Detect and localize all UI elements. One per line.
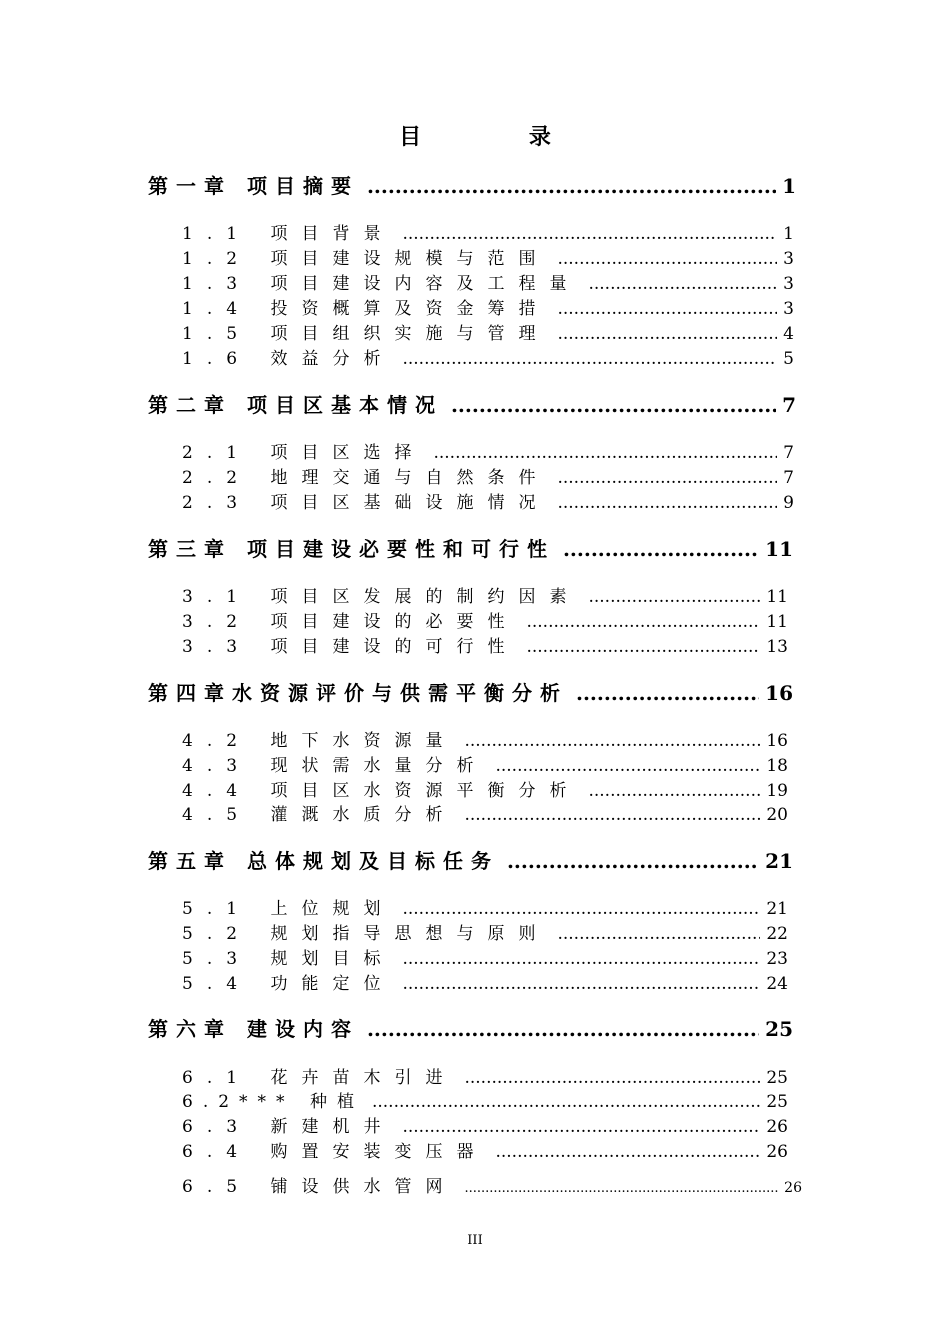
- toc-entry-page: 3: [783, 249, 794, 269]
- toc-chapter-entry[interactable]: [148, 677, 793, 703]
- toc-entry-page: 3: [783, 274, 794, 294]
- dot-leader: [402, 949, 760, 969]
- toc-entry-page: 7: [782, 393, 796, 417]
- toc-section-entry[interactable]: [182, 969, 788, 995]
- toc-chapter-entry[interactable]: [148, 533, 793, 559]
- toc-title: 目 录: [399, 124, 601, 150]
- toc-section-entry[interactable]: [182, 607, 788, 633]
- toc-entry-page: 24: [766, 974, 788, 994]
- dot-leader: [507, 849, 759, 873]
- dot-leader: [433, 443, 777, 463]
- toc-entry-label: 6.2*** 种植: [182, 1092, 364, 1112]
- toc-entry-label: 4.5 灌溉水质分析: [182, 805, 457, 825]
- toc-entry-label: 5.3 规划目标: [182, 949, 395, 969]
- dot-leader: [372, 1092, 760, 1112]
- dot-leader: [557, 468, 777, 488]
- toc-entry-label: 6.3 新建机井: [182, 1117, 395, 1137]
- toc-entry-page: 16: [766, 731, 788, 751]
- toc-entry-page: 3: [783, 299, 794, 319]
- toc-entry-label: 3.1 项目区发展的制约因素: [182, 587, 581, 607]
- toc-chapter-entry[interactable]: [148, 389, 796, 415]
- toc-entry-page: 21: [765, 849, 793, 873]
- toc-entry-page: 13: [766, 637, 788, 657]
- toc-section-entry[interactable]: [182, 919, 788, 945]
- toc-section-entry[interactable]: [182, 1112, 788, 1138]
- toc-entry-label: 第四章水资源评价与供需平衡分析: [148, 681, 568, 705]
- toc-section-entry[interactable]: [182, 244, 794, 270]
- toc-section-entry[interactable]: [182, 1087, 788, 1113]
- toc-entry-label: 6.1 花卉苗木引进: [182, 1068, 457, 1088]
- toc-chapter-entry[interactable]: [148, 845, 793, 871]
- toc-entry-label: 第六章 建设内容: [148, 1017, 359, 1041]
- toc-section-entry[interactable]: [182, 1137, 788, 1163]
- toc-entry-label: 2.1 项目区选择: [182, 443, 426, 463]
- toc-section-entry[interactable]: [182, 1063, 788, 1089]
- toc-entry-label: 2.3 项目区基础设施情况: [182, 493, 550, 513]
- toc-entry-label: 第二章 项目区基本情况: [148, 393, 443, 417]
- dot-leader: [367, 1017, 759, 1041]
- dot-leader: [526, 637, 760, 657]
- toc-entry-page: 4: [783, 324, 794, 344]
- dot-leader: [402, 974, 760, 994]
- dot-leader: [557, 924, 760, 944]
- dot-leader: [464, 805, 760, 825]
- toc-entry-page: 21: [766, 899, 788, 919]
- dot-leader: [588, 781, 760, 801]
- toc-entry-page: 5: [783, 349, 794, 369]
- toc-entry-page: 25: [766, 1068, 788, 1088]
- dot-leader: [495, 1142, 760, 1162]
- toc-entry-page: 7: [783, 443, 794, 463]
- toc-section-entry[interactable]: [182, 751, 788, 777]
- toc-entry-label: 第三章 项目建设必要性和可行性: [148, 537, 555, 561]
- toc-entry-page: 7: [783, 468, 794, 488]
- dot-leader: [495, 756, 760, 776]
- toc-entry-label: 4.3 现状需水量分析: [182, 756, 488, 776]
- toc-entry-page: 26: [766, 1117, 788, 1137]
- toc-entry-page: 1: [782, 174, 796, 198]
- toc-entry-page: 26: [766, 1142, 788, 1162]
- toc-chapter-entry[interactable]: [148, 1013, 793, 1039]
- toc-entry-label: 5.2 规划指导思想与原则: [182, 924, 550, 944]
- toc-entry-label: 1.6 效益分析: [182, 349, 395, 369]
- toc-entry-label: 1.5 项目组织实施与管理: [182, 324, 550, 344]
- dot-leader: [451, 393, 776, 417]
- toc-section-entry[interactable]: [182, 894, 788, 920]
- toc-entry-label: 2.2 地理交通与自然条件: [182, 468, 550, 488]
- dot-leader: [402, 899, 760, 919]
- dot-leader: [576, 681, 759, 705]
- toc-section-entry[interactable]: [182, 294, 794, 320]
- toc-entry-page: 26: [784, 1180, 802, 1196]
- toc-section-entry[interactable]: [182, 269, 794, 295]
- toc-section-entry[interactable]: [182, 726, 788, 752]
- toc-section-entry[interactable]: [182, 219, 794, 245]
- toc-entry-label: 6.4 购置安装变压器: [182, 1142, 488, 1162]
- toc-entry-page: 11: [766, 612, 788, 632]
- toc-entry-page: 25: [766, 1092, 788, 1112]
- dot-leader: [464, 1181, 778, 1196]
- toc-section-entry[interactable]: [182, 344, 794, 370]
- toc-section-entry[interactable]: [182, 776, 788, 802]
- toc-entry-page: 23: [766, 949, 788, 969]
- toc-section-entry[interactable]: [182, 1172, 802, 1198]
- page-number: III: [467, 1233, 483, 1248]
- dot-leader: [557, 324, 777, 344]
- toc-entry-label: 3.2 项目建设的必要性: [182, 612, 519, 632]
- toc-entry-label: 1.3 项目建设内容及工程量: [182, 274, 581, 294]
- toc-section-entry[interactable]: [182, 463, 794, 489]
- toc-entry-label: 第五章 总体规划及目标任务: [148, 849, 499, 873]
- toc-entry-page: 19: [766, 781, 788, 801]
- toc-entry-label: 1.4 投资概算及资金筹措: [182, 299, 550, 319]
- toc-entry-page: 11: [765, 537, 793, 561]
- toc-section-entry[interactable]: [182, 582, 788, 608]
- toc-chapter-entry[interactable]: [148, 170, 796, 196]
- toc-entry-label: 3.3 项目建设的可行性: [182, 637, 519, 657]
- dot-leader: [402, 349, 777, 369]
- toc-entry-label: 4.4 项目区水资源平衡分析: [182, 781, 581, 801]
- dot-leader: [526, 612, 760, 632]
- toc-entry-label: 1.1 项目背景: [182, 224, 395, 244]
- toc-entry-page: 22: [766, 924, 788, 944]
- dot-leader: [588, 274, 777, 294]
- dot-leader: [402, 1117, 760, 1137]
- toc-entry-label: 第一章 项目摘要: [148, 174, 359, 198]
- toc-section-entry[interactable]: [182, 632, 788, 658]
- toc-entry-page: 9: [783, 493, 794, 513]
- dot-leader: [367, 174, 776, 198]
- toc-entry-label: 6.5 铺设供水管网: [182, 1177, 457, 1197]
- toc-section-entry[interactable]: [182, 944, 788, 970]
- toc-entry-page: 1: [783, 224, 794, 244]
- dot-leader: [557, 299, 777, 319]
- dot-leader: [557, 493, 777, 513]
- dot-leader: [464, 731, 760, 751]
- toc-section-entry[interactable]: [182, 438, 794, 464]
- dot-leader: [563, 537, 759, 561]
- toc-entry-page: 25: [765, 1017, 793, 1041]
- toc-entry-label: 1.2 项目建设规模与范围: [182, 249, 550, 269]
- toc-entry-page: 16: [765, 681, 793, 705]
- toc-entry-label: 5.4 功能定位: [182, 974, 395, 994]
- toc-section-entry[interactable]: [182, 800, 788, 826]
- toc-entry-page: 20: [766, 805, 788, 825]
- toc-entry-page: 18: [766, 756, 788, 776]
- toc-entry-page: 11: [766, 587, 788, 607]
- dot-leader: [402, 224, 777, 244]
- toc-entry-label: 4.2 地下水资源量: [182, 731, 457, 751]
- dot-leader: [557, 249, 777, 269]
- toc-section-entry[interactable]: [182, 488, 794, 514]
- dot-leader: [464, 1068, 760, 1088]
- dot-leader: [588, 587, 760, 607]
- toc-entry-label: 5.1 上位规划: [182, 899, 395, 919]
- toc-section-entry[interactable]: [182, 319, 794, 345]
